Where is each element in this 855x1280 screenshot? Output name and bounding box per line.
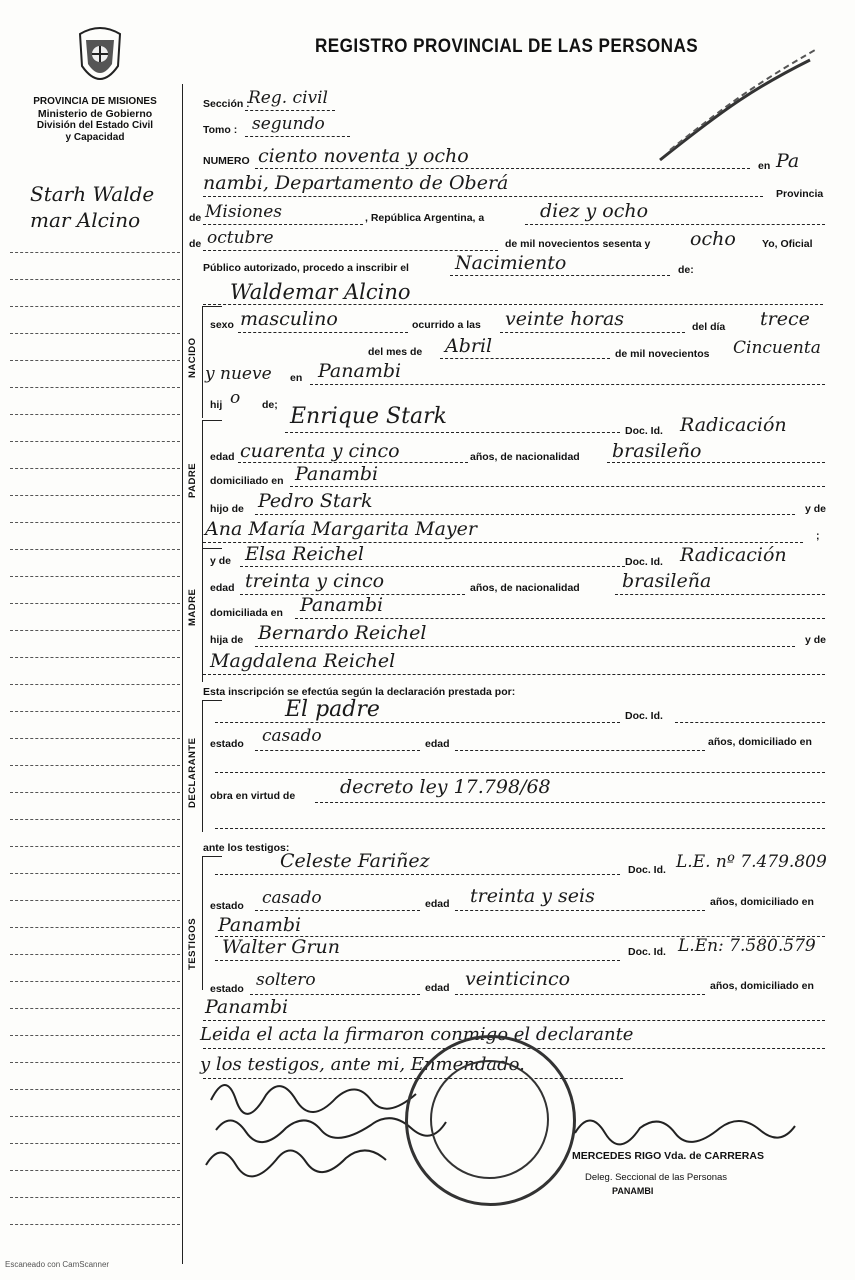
decl-estado-label: estado: [210, 738, 244, 750]
margin-rule: [10, 684, 180, 685]
sexo-line: [238, 332, 408, 333]
sexo-label: sexo: [210, 319, 234, 331]
oficial-lugar: PANAMBI: [612, 1186, 654, 1196]
margin-rule: [10, 792, 180, 793]
de-semi-label: de;: [262, 399, 278, 411]
declarante-value: El padre: [285, 697, 380, 722]
padre-dom-value: Panambi: [295, 463, 379, 485]
hora-line: [500, 332, 685, 333]
padre-anos-label: años, de nacionalidad: [470, 451, 580, 463]
margin-rule: [10, 387, 180, 388]
anio-value: ocho: [690, 228, 736, 250]
hijo-de-label: hijo de: [210, 503, 244, 515]
acto-value: Nacimiento: [455, 252, 567, 274]
semicolon-mark: ;: [816, 530, 820, 542]
margin-rule: [10, 1008, 180, 1009]
testigo1-value: Celeste Fariñez: [280, 850, 430, 872]
margin-rule: [10, 360, 180, 361]
tomo-value: segundo: [252, 114, 325, 134]
padre-value: Enrique Stark: [290, 404, 447, 429]
enmendado-stamp: [650, 40, 820, 170]
madre-anos-label: años, de nacionalidad: [470, 582, 580, 594]
box-top-declarante: [202, 700, 222, 701]
margin-rule: [10, 414, 180, 415]
mil-sesenta-label: de mil novecientos sesenta y: [505, 238, 651, 250]
ministry-name: Ministerio de Gobierno: [37, 108, 153, 120]
document-title: REGISTRO PROVINCIAL DE LAS PERSONAS: [315, 36, 699, 57]
ocurrido-label: ocurrido a las: [412, 319, 481, 331]
mes-nac-value: Abril: [445, 335, 493, 357]
division-name-2: y Capacidad: [65, 132, 125, 143]
mil-nov-label: de mil novecientos: [615, 348, 710, 360]
decl-edad-line: [455, 750, 705, 751]
margin-rule: [10, 522, 180, 523]
nombre-value: Waldemar Alcino: [230, 280, 411, 304]
ante-label: ante los testigos:: [203, 842, 290, 854]
nombre-line: [203, 304, 823, 305]
box-top-nacido: [202, 306, 222, 307]
madre-nac-line: [615, 594, 825, 595]
t2-edad-label: edad: [425, 982, 450, 994]
decl-doc-line: [675, 722, 825, 723]
margin-rule: [10, 441, 180, 442]
box-top-padre: [202, 420, 222, 421]
box-top-madre: [202, 548, 222, 549]
margin-rule: [10, 1143, 180, 1144]
publico-label: Público autorizado, procedo a inscribir el: [203, 262, 409, 274]
seccion-value: Reg. civil: [248, 88, 328, 108]
margin-rule: [10, 1035, 180, 1036]
del-mes-label: del mes de: [368, 346, 423, 358]
margin-rule: [10, 765, 180, 766]
side-label-nacido: NACIDO: [187, 337, 198, 378]
mes-nac-line: [440, 358, 610, 359]
cierre-line-1: Leida el acta la firmaron conmigo el declarante: [200, 1024, 634, 1045]
side-label-declarante: DECLARANTE: [187, 737, 198, 808]
abuela-m-line: [203, 674, 825, 675]
declarante-line: [215, 722, 620, 723]
lugar-nac-value: Panambi: [318, 360, 402, 382]
margin-rule: [10, 819, 180, 820]
padre-edad-label: edad: [210, 451, 235, 463]
margin-rule: [10, 1116, 180, 1117]
inscripcion-label: Esta inscripción se efectúa según la declaración prestada por:: [203, 686, 516, 698]
padre-line: [285, 432, 620, 433]
margin-name-1: Starh Walde: [30, 182, 155, 206]
margin-rule: [10, 1170, 180, 1171]
decl-dom-line: [215, 772, 825, 773]
margin-rule: [10, 333, 180, 334]
abuela-m-value: Magdalena Reichel: [210, 650, 396, 672]
side-label-testigos: TESTIGOS: [187, 917, 198, 970]
y-de-2-label: y de: [805, 634, 827, 646]
official-signature: [570, 1108, 800, 1148]
y-de-madre-label: y de: [210, 555, 232, 567]
margin-rule: [10, 603, 180, 604]
sexo-value: masculino: [240, 308, 338, 330]
madre-value: Elsa Reichel: [245, 543, 364, 565]
misiones-value: Misiones: [205, 202, 282, 222]
madre-edad-label: edad: [210, 582, 235, 594]
tomo-label: Tomo :: [203, 124, 238, 136]
obra-label: obra en virtud de: [210, 790, 296, 802]
lugar-nac-line: [310, 384, 825, 385]
t2-dom-line: [203, 1020, 825, 1021]
mes-value: octubre: [207, 228, 274, 248]
anio-nac2-value: y nueve: [205, 364, 272, 384]
madre-dom-value: Panambi: [300, 594, 384, 616]
testigo1-doc-value: L.E. nº 7.479.809: [676, 852, 827, 872]
scanner-footer: Escaneado con CamScanner: [5, 1260, 110, 1269]
margin-rule: [10, 549, 180, 550]
t1-estado-label: estado: [210, 900, 244, 912]
padre-nac-line: [607, 462, 825, 463]
t1-dom-value: Panambi: [218, 914, 302, 936]
box-top-testigos: [202, 856, 222, 857]
del-dia-label: del día: [692, 321, 726, 333]
madre-dom-label: domiciliada en: [210, 607, 283, 619]
margin-rule: [10, 738, 180, 739]
hora-value: veinte horas: [505, 308, 625, 330]
margin-rule: [10, 495, 180, 496]
en-lugar-label: en: [290, 372, 303, 384]
oficial-name: MERCEDES RIGO Vda. de CARRERAS: [572, 1150, 764, 1162]
margin-rule: [10, 1197, 180, 1198]
t2-estado-label: estado: [210, 983, 244, 995]
side-label-padre: PADRE: [187, 462, 198, 498]
t2-edad-line: [455, 994, 705, 995]
provincia-label: Provincia: [776, 188, 824, 200]
t2-estado-line: [250, 994, 420, 995]
decl-estado-value: casado: [262, 726, 322, 746]
padre-doc-value: Radicación: [680, 414, 787, 436]
de-colon-label: de:: [678, 264, 694, 276]
division-name: División del Estado Civil: [36, 120, 154, 131]
decl-anos-label: años, domiciliado en: [708, 736, 812, 748]
padre-dom-label: domiciliado en: [210, 475, 284, 487]
hij-label: hij: [210, 399, 223, 411]
decl-edad-label: edad: [425, 738, 450, 750]
margin-rule: [10, 1062, 180, 1063]
t2-estado-value: soltero: [256, 970, 316, 990]
acto-line: [450, 275, 670, 276]
republica-label: , República Argentina, a: [365, 212, 485, 224]
testigo2-doc-label: Doc. Id.: [628, 946, 666, 958]
y-de-label: y de: [805, 503, 827, 515]
margin-rule: [10, 873, 180, 874]
margin-rule: [10, 981, 180, 982]
margin-rule: [10, 846, 180, 847]
declarante-box-line: [202, 700, 203, 832]
hija-de-label: hija de: [210, 634, 244, 646]
decl-estado-line: [255, 750, 420, 751]
margin-rule: [10, 657, 180, 658]
madre-doc-label: Doc. Id.: [625, 556, 663, 568]
margin-rule: [10, 252, 180, 253]
decreto-line: [315, 802, 825, 803]
mes-line: [203, 250, 498, 251]
abuelo-m-value: Bernardo Reichel: [258, 622, 427, 644]
tomo-line: [245, 136, 350, 137]
yo-oficial-label: Yo, Oficial: [762, 238, 813, 250]
numero-label: NUMERO: [203, 155, 250, 167]
margin-rule: [10, 927, 180, 928]
abuelo-p-value: Pedro Stark: [258, 490, 373, 512]
margin-rule: [10, 954, 180, 955]
nacido-box-line: [202, 306, 203, 418]
testigos-box-line: [202, 856, 203, 990]
madre-doc-value: Radicación: [680, 544, 787, 566]
seccion-label: Sección :: [203, 98, 250, 110]
t1-anos-label: años, domiciliado en: [710, 896, 814, 908]
margin-rule: [10, 900, 180, 901]
margin-rule: [10, 468, 180, 469]
madre-nac-value: brasileña: [622, 570, 712, 592]
margin-rule: [10, 1224, 180, 1225]
official-seal-inner-ring: [430, 1060, 549, 1179]
margin-divider: [182, 84, 183, 1264]
decreto-value: decreto ley 17.798/68: [340, 776, 551, 798]
abuelo-p-line: [255, 514, 795, 515]
anio-nac-value: Cincuenta: [733, 338, 821, 358]
oficial-cargo: Deleg. Seccional de las Personas: [585, 1172, 728, 1183]
dia-value: diez y ocho: [540, 200, 649, 222]
madre-box-line: [202, 548, 203, 682]
de-label: de: [189, 212, 202, 224]
numero-value: ciento noventa y ocho: [258, 145, 469, 167]
dia-nac-value: trece: [760, 308, 810, 330]
testigo2-line: [215, 960, 620, 961]
decl-doc-label: Doc. Id.: [625, 710, 663, 722]
en-value: Pa: [776, 150, 800, 172]
margin-rule: [10, 711, 180, 712]
madre-dom-line: [295, 618, 825, 619]
en-label: en: [758, 160, 771, 172]
margin-rule: [10, 1089, 180, 1090]
margin-rule: [10, 279, 180, 280]
t1-edad-value: treinta y seis: [470, 885, 595, 907]
margin-rule: [10, 306, 180, 307]
dia-line: [525, 224, 825, 225]
testigo1-doc-label: Doc. Id.: [628, 864, 666, 876]
t1-estado-line: [255, 910, 420, 911]
t1-edad-label: edad: [425, 898, 450, 910]
side-label-madre: MADRE: [187, 588, 198, 626]
t2-anos-label: años, domiciliado en: [710, 980, 814, 992]
abuela-p-value: Ana María Margarita Mayer: [205, 518, 477, 540]
abuelo-m-line: [255, 646, 795, 647]
testigo2-value: Walter Grun: [222, 936, 341, 958]
padre-doc-label: Doc. Id.: [625, 425, 663, 437]
testigo2-doc-value: L.En: 7.580.579: [678, 936, 816, 956]
coat-of-arms-icon: [72, 26, 128, 92]
t1-edad-line: [455, 910, 705, 911]
province-name: PROVINCIA DE MISIONES: [33, 96, 157, 107]
testigo1-line: [215, 874, 620, 875]
margin-name-2: mar Alcino: [30, 208, 141, 232]
numero-cont-value: nambi, Departamento de Oberá: [203, 172, 509, 194]
madre-edad-value: treinta y cinco: [245, 570, 385, 592]
hijo-value: o: [230, 388, 241, 408]
numero-cont-line: [203, 196, 763, 197]
misiones-line: [203, 224, 363, 225]
padre-edad-value: cuarenta y cinco: [240, 440, 400, 462]
padre-nac-value: brasileño: [612, 440, 702, 462]
de2-label: de: [189, 238, 202, 250]
madre-line: [240, 566, 625, 567]
decl-extra-line: [215, 828, 825, 829]
margin-rule: [10, 576, 180, 577]
margin-rule: [10, 630, 180, 631]
padre-dom-line: [290, 486, 825, 487]
t1-estado-value: casado: [262, 888, 322, 908]
seccion-line: [245, 110, 335, 111]
cierre-line-2: y los testigos, ante mi, Enmendado.: [200, 1054, 525, 1075]
t2-dom-value: Panambi: [205, 996, 289, 1018]
t2-edad-value: veinticinco: [465, 968, 571, 990]
